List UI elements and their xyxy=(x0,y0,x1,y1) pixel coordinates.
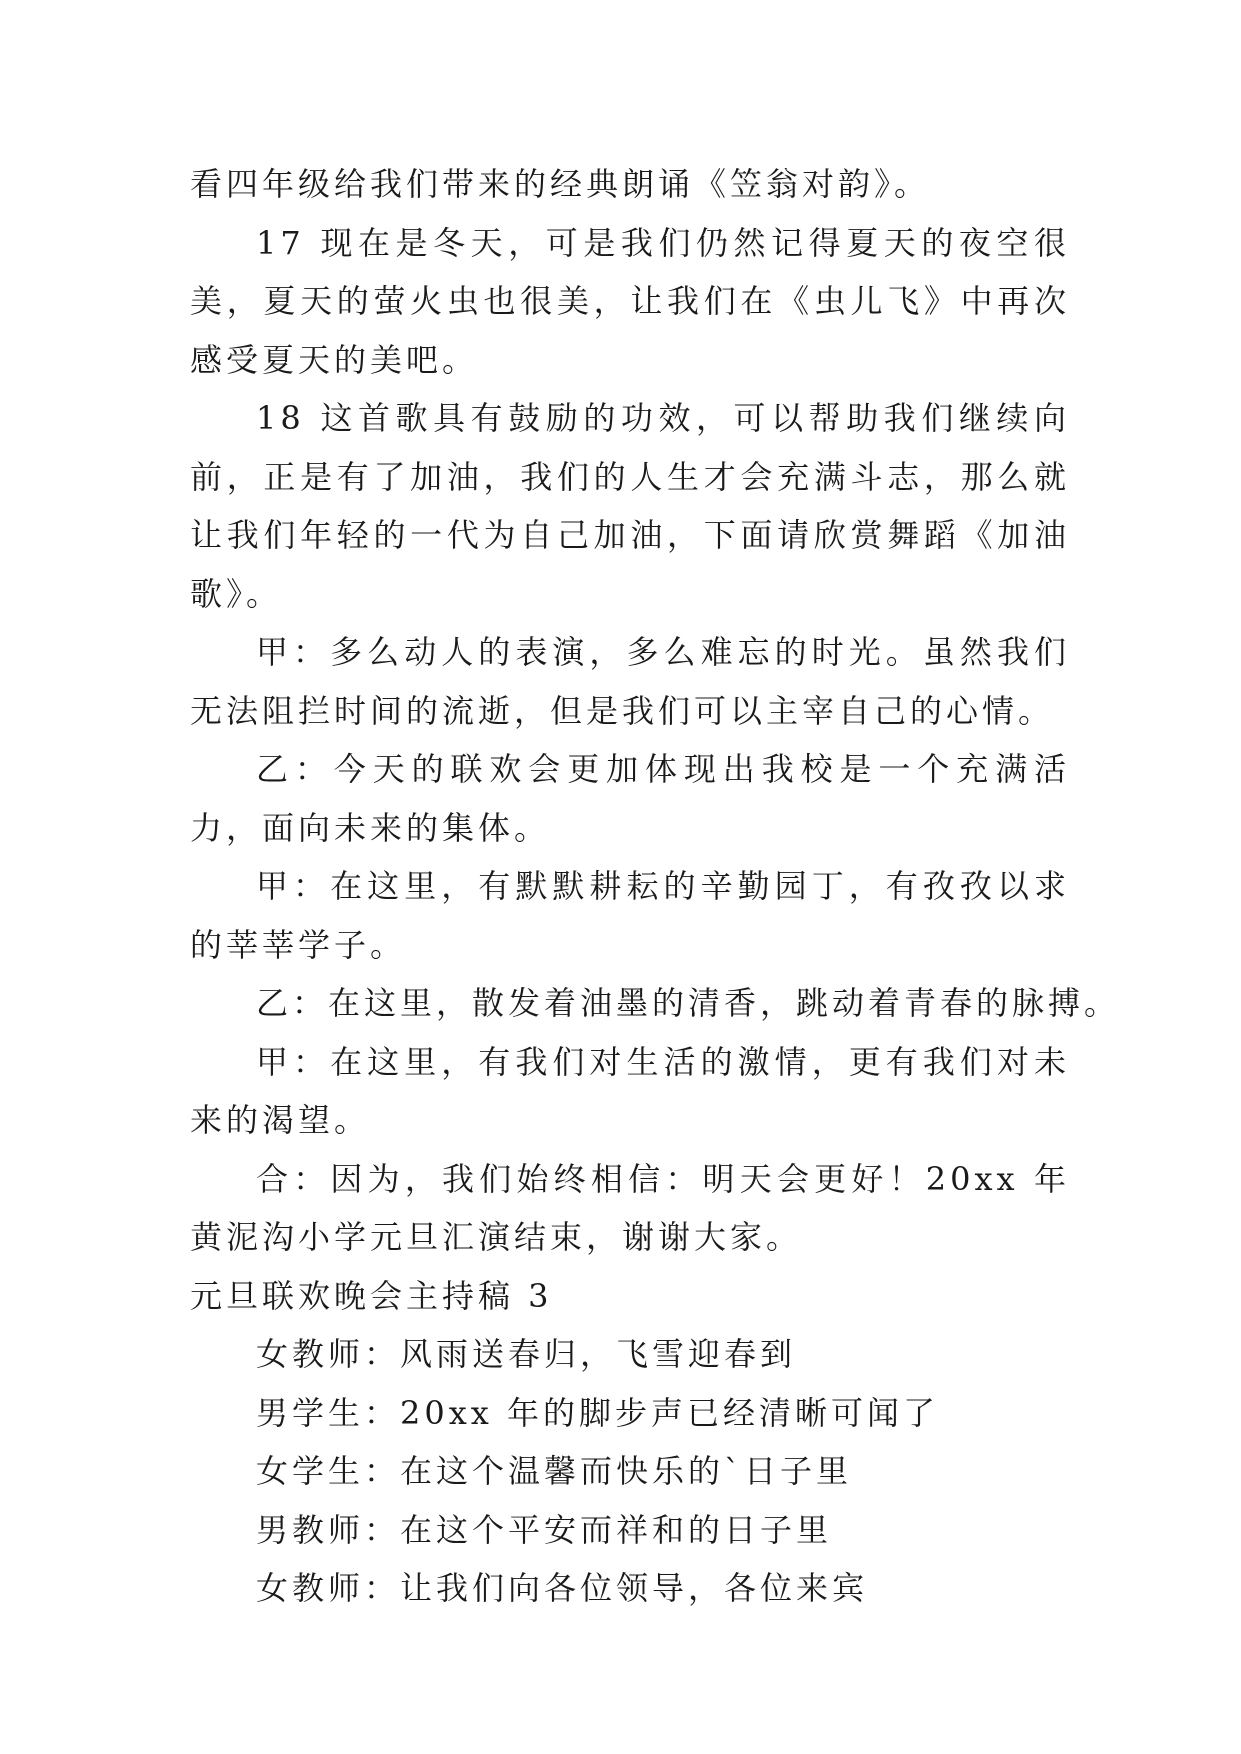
paragraph-jia-1: 甲：多么动人的表演，多么难忘的时光。虽然我们无法阻拦时间的流逝，但是我们可以主宰自己的心情。 xyxy=(190,633,1070,730)
paragraph-17: 17 现在是冬天，可是我们仍然记得夏天的夜空很美，夏天的萤火虫也很美，让我们在《虫儿飞》中再次感受夏天的美吧。 xyxy=(190,223,1070,379)
dialog-line: 男学生：20xx 年的脚步声已经清晰可闻了 xyxy=(256,1393,939,1432)
paragraph-18: 18 这首歌具有鼓励的功效，可以帮助我们继续向前，正是有了加油，我们的人生才会充满斗志，那么就让我们年轻的一代为自己加油，下面请欣赏舞蹈《加油歌》。 xyxy=(190,399,1070,613)
dialog-line: 女教师：让我们向各位领导，各位来宾 xyxy=(256,1569,869,1607)
paragraph-continuation: 看四年级给我们带来的经典朗诵《笠翁对韵》。 xyxy=(190,165,931,203)
paragraph-yi-2: 乙：在这里，散发着油墨的清香，跳动着青春的脉搏。 xyxy=(256,984,1121,1022)
paragraph-jia-2: 甲：在这里，有默默耕耘的辛勤园丁，有孜孜以求的莘莘学子。 xyxy=(190,867,1070,964)
dialog-line: 男教师：在这个平安而祥和的日子里 xyxy=(256,1510,833,1549)
paragraph-jia-3: 甲：在这里，有我们对生活的激情，更有我们对未来的渴望。 xyxy=(190,1042,1070,1139)
dialog-line: 女学生：在这个温馨而快乐的`日子里 xyxy=(256,1452,853,1490)
paragraph-he: 合：因为，我们始终相信：明天会更好！20xx 年黄泥沟小学元旦汇演结束，谢谢大家。 xyxy=(190,1159,1070,1256)
paragraph-yi-1: 乙：今天的联欢会更加体现出我校是一个充满活力，面向未来的集体。 xyxy=(190,750,1070,847)
section-title: 元旦联欢晚会主持稿 3 xyxy=(190,1276,553,1315)
dialog-line: 女教师：风雨送春归，飞雪迎春到 xyxy=(256,1335,797,1373)
document-body xyxy=(190,155,1121,1618)
